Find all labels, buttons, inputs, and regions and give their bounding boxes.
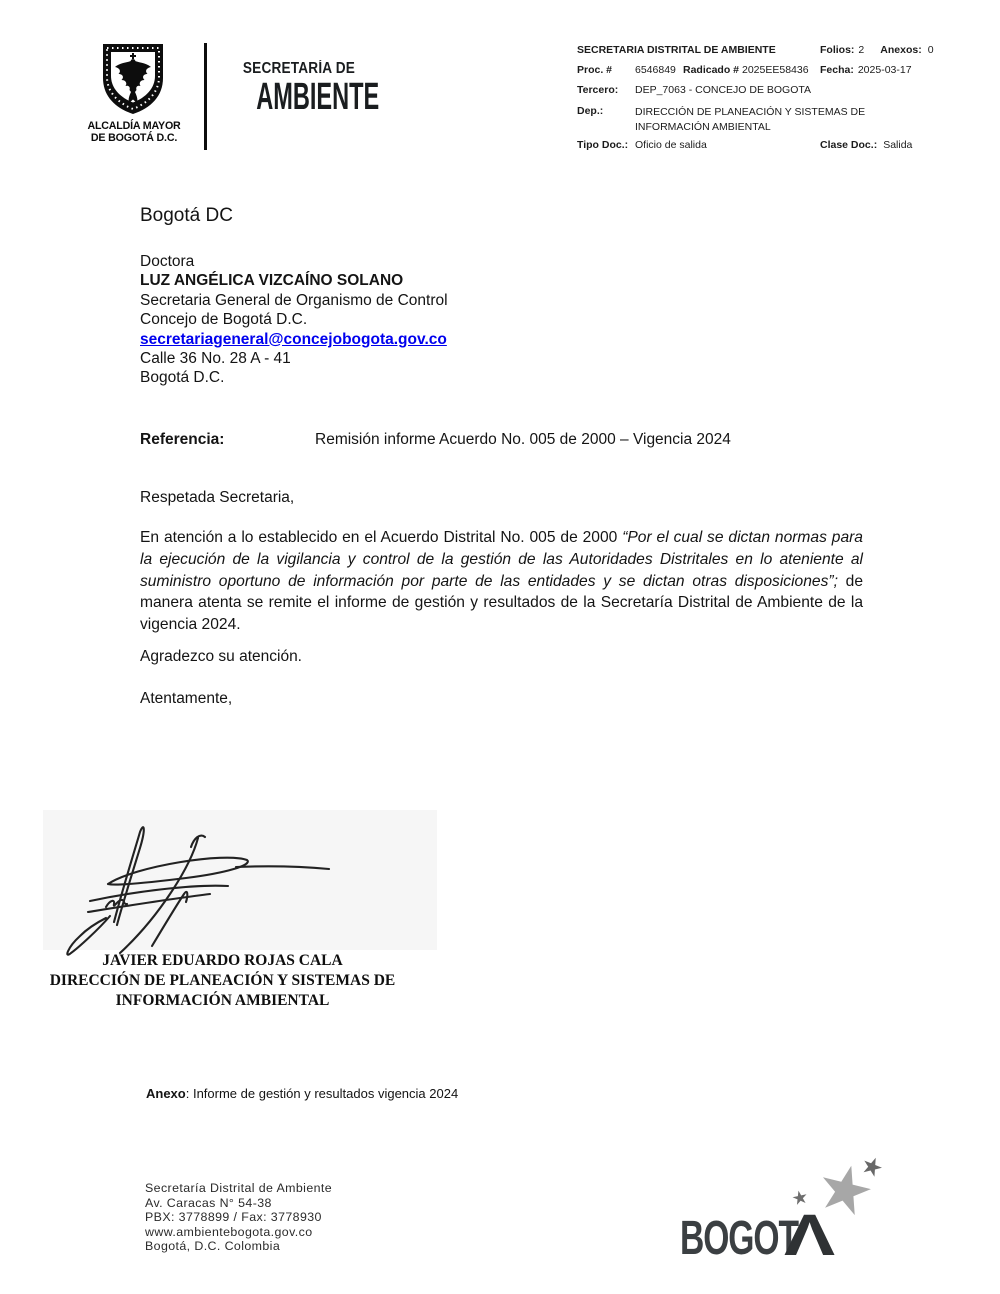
- bogota-wordmark: BOGOT: [680, 1212, 798, 1265]
- meta-fecha-value: 2025-03-17: [857, 64, 912, 76]
- body-part2: de manera atenta se remite el informe de gestión y resultados de la Secretaría Distrital de Ambiente de la vigencia 2024.: [140, 572, 863, 634]
- reference-line: [140, 431, 731, 449]
- radicado-metadata: [577, 44, 937, 154]
- alcaldia-caption-line2: DE BOGOTÁ D.C.: [90, 131, 178, 144]
- footer-website: www.ambientebogota.gov.co: [145, 1224, 313, 1239]
- ambiente-label: AMBIENTE: [256, 76, 380, 118]
- recipient-org: Concejo de Bogotá D.C.: [140, 311, 308, 329]
- recipient-address: Calle 36 No. 28 A - 41: [140, 350, 291, 368]
- meta-dep-label: Dep.:: [577, 105, 604, 117]
- meta-clase-label: Clase Doc.:: [820, 139, 878, 151]
- meta-tipo-label: Tipo Doc.:: [577, 139, 629, 151]
- body-paragraph: [140, 527, 863, 636]
- meta-radicado-value: 2025EE58436: [742, 64, 809, 76]
- reference-label: Referencia:: [140, 431, 225, 448]
- meta-folios-anexos: [820, 44, 934, 56]
- recipient-email-link[interactable]: secretariageneral@concejobogota.gov.co: [140, 330, 447, 348]
- meta-proc-label: Proc. #: [577, 64, 613, 76]
- recipient-name: LUZ ANGÉLICA VIZCAÍNO SOLANO: [140, 272, 404, 290]
- closing-line: Atentamente,: [140, 690, 233, 707]
- greeting-line: Respetada Secretaria,: [140, 489, 295, 506]
- logo-divider: [204, 43, 207, 150]
- meta-clase: [820, 139, 912, 151]
- thanks-line: Agradezco su atención.: [140, 648, 302, 665]
- alcaldia-shield-icon: [100, 42, 166, 116]
- meta-fecha: [820, 64, 912, 76]
- anexo-label: Anexo: [146, 1086, 186, 1101]
- meta-folios-label: Folios:: [820, 44, 855, 56]
- body-quote-italic: “Por el cual se dictan normas para la ejecución de la vigilancia y control de la gestión de las Autoridades Distritales en lo ateniente al suministro oportuno de información por parte de las entidades y se dictan otras disposiciones”;: [140, 529, 863, 590]
- recipient-block: [140, 252, 448, 388]
- meta-proc-value: 6546849: [635, 64, 676, 76]
- signer-block: [10, 951, 435, 1011]
- footer-contact-block: [145, 1181, 332, 1254]
- footer-address: Av. Caracas N° 54-38: [145, 1195, 272, 1210]
- footer-entity: Secretaría Distrital de Ambiente: [145, 1181, 333, 1195]
- meta-fecha-label: Fecha:: [820, 64, 854, 76]
- secretaria-de-label: SECRETARÍA DE: [242, 60, 356, 77]
- body-part1: En atención a lo establecido en el Acuerdo Distrital No. 005 de 2000: [140, 529, 623, 546]
- footer-phone: PBX: 3778899 / Fax: 3778930: [145, 1210, 322, 1225]
- footer-city: Bogotá, D.C. Colombia: [145, 1239, 281, 1254]
- meta-tipo-value: Oficio de salida: [635, 139, 707, 151]
- reference-value: Remisión informe Acuerdo No. 005 de 2000 – Vigencia 2024: [315, 431, 731, 448]
- meta-anexos-value: 0: [927, 44, 934, 56]
- recipient-salutation: Doctora: [140, 253, 195, 270]
- anexo-line: [146, 1086, 458, 1101]
- meta-folios-value: 2: [858, 44, 865, 56]
- recipient-city: Bogotá D.C.: [140, 369, 225, 387]
- signature-image: [40, 800, 460, 960]
- alcaldia-caption: [84, 121, 185, 144]
- signer-title-line1: DIRECCIÓN DE PLANEACIÓN Y SISTEMAS DE: [49, 972, 396, 989]
- anexo-text: : Informe de gestión y resultados vigencia 2024: [185, 1086, 459, 1101]
- bogota-lambda-glyph: Λ: [784, 1203, 836, 1268]
- meta-radicado-label: Radicado #: [683, 64, 740, 76]
- meta-anexos-label: Anexos:: [880, 44, 922, 56]
- signer-title-line2: INFORMACIÓN AMBIENTAL: [115, 992, 330, 1009]
- meta-tercero-value: DEP_7063 - CONCEJO DE BOGOTA: [635, 84, 812, 96]
- secretaria-ambiente-wordmark: [230, 60, 380, 118]
- bogota-logo: [678, 1155, 890, 1267]
- meta-tercero-label: Tercero:: [577, 84, 619, 96]
- signer-name: JAVIER EDUARDO ROJAS CALA: [102, 952, 343, 969]
- recipient-title: Secretaria General de Organismo de Control: [140, 291, 448, 309]
- letter-city: Bogotá DC: [140, 205, 233, 226]
- meta-dep-value: DIRECCIÓN DE PLANEACIÓN Y SISTEMAS DE INFORMACIÓN AMBIENTAL: [635, 106, 866, 133]
- meta-clase-value: Salida: [883, 139, 913, 151]
- meta-entity: SECRETARIA DISTRITAL DE AMBIENTE: [577, 44, 776, 56]
- alcaldia-caption-line1: ALCALDÍA MAYOR: [87, 120, 181, 132]
